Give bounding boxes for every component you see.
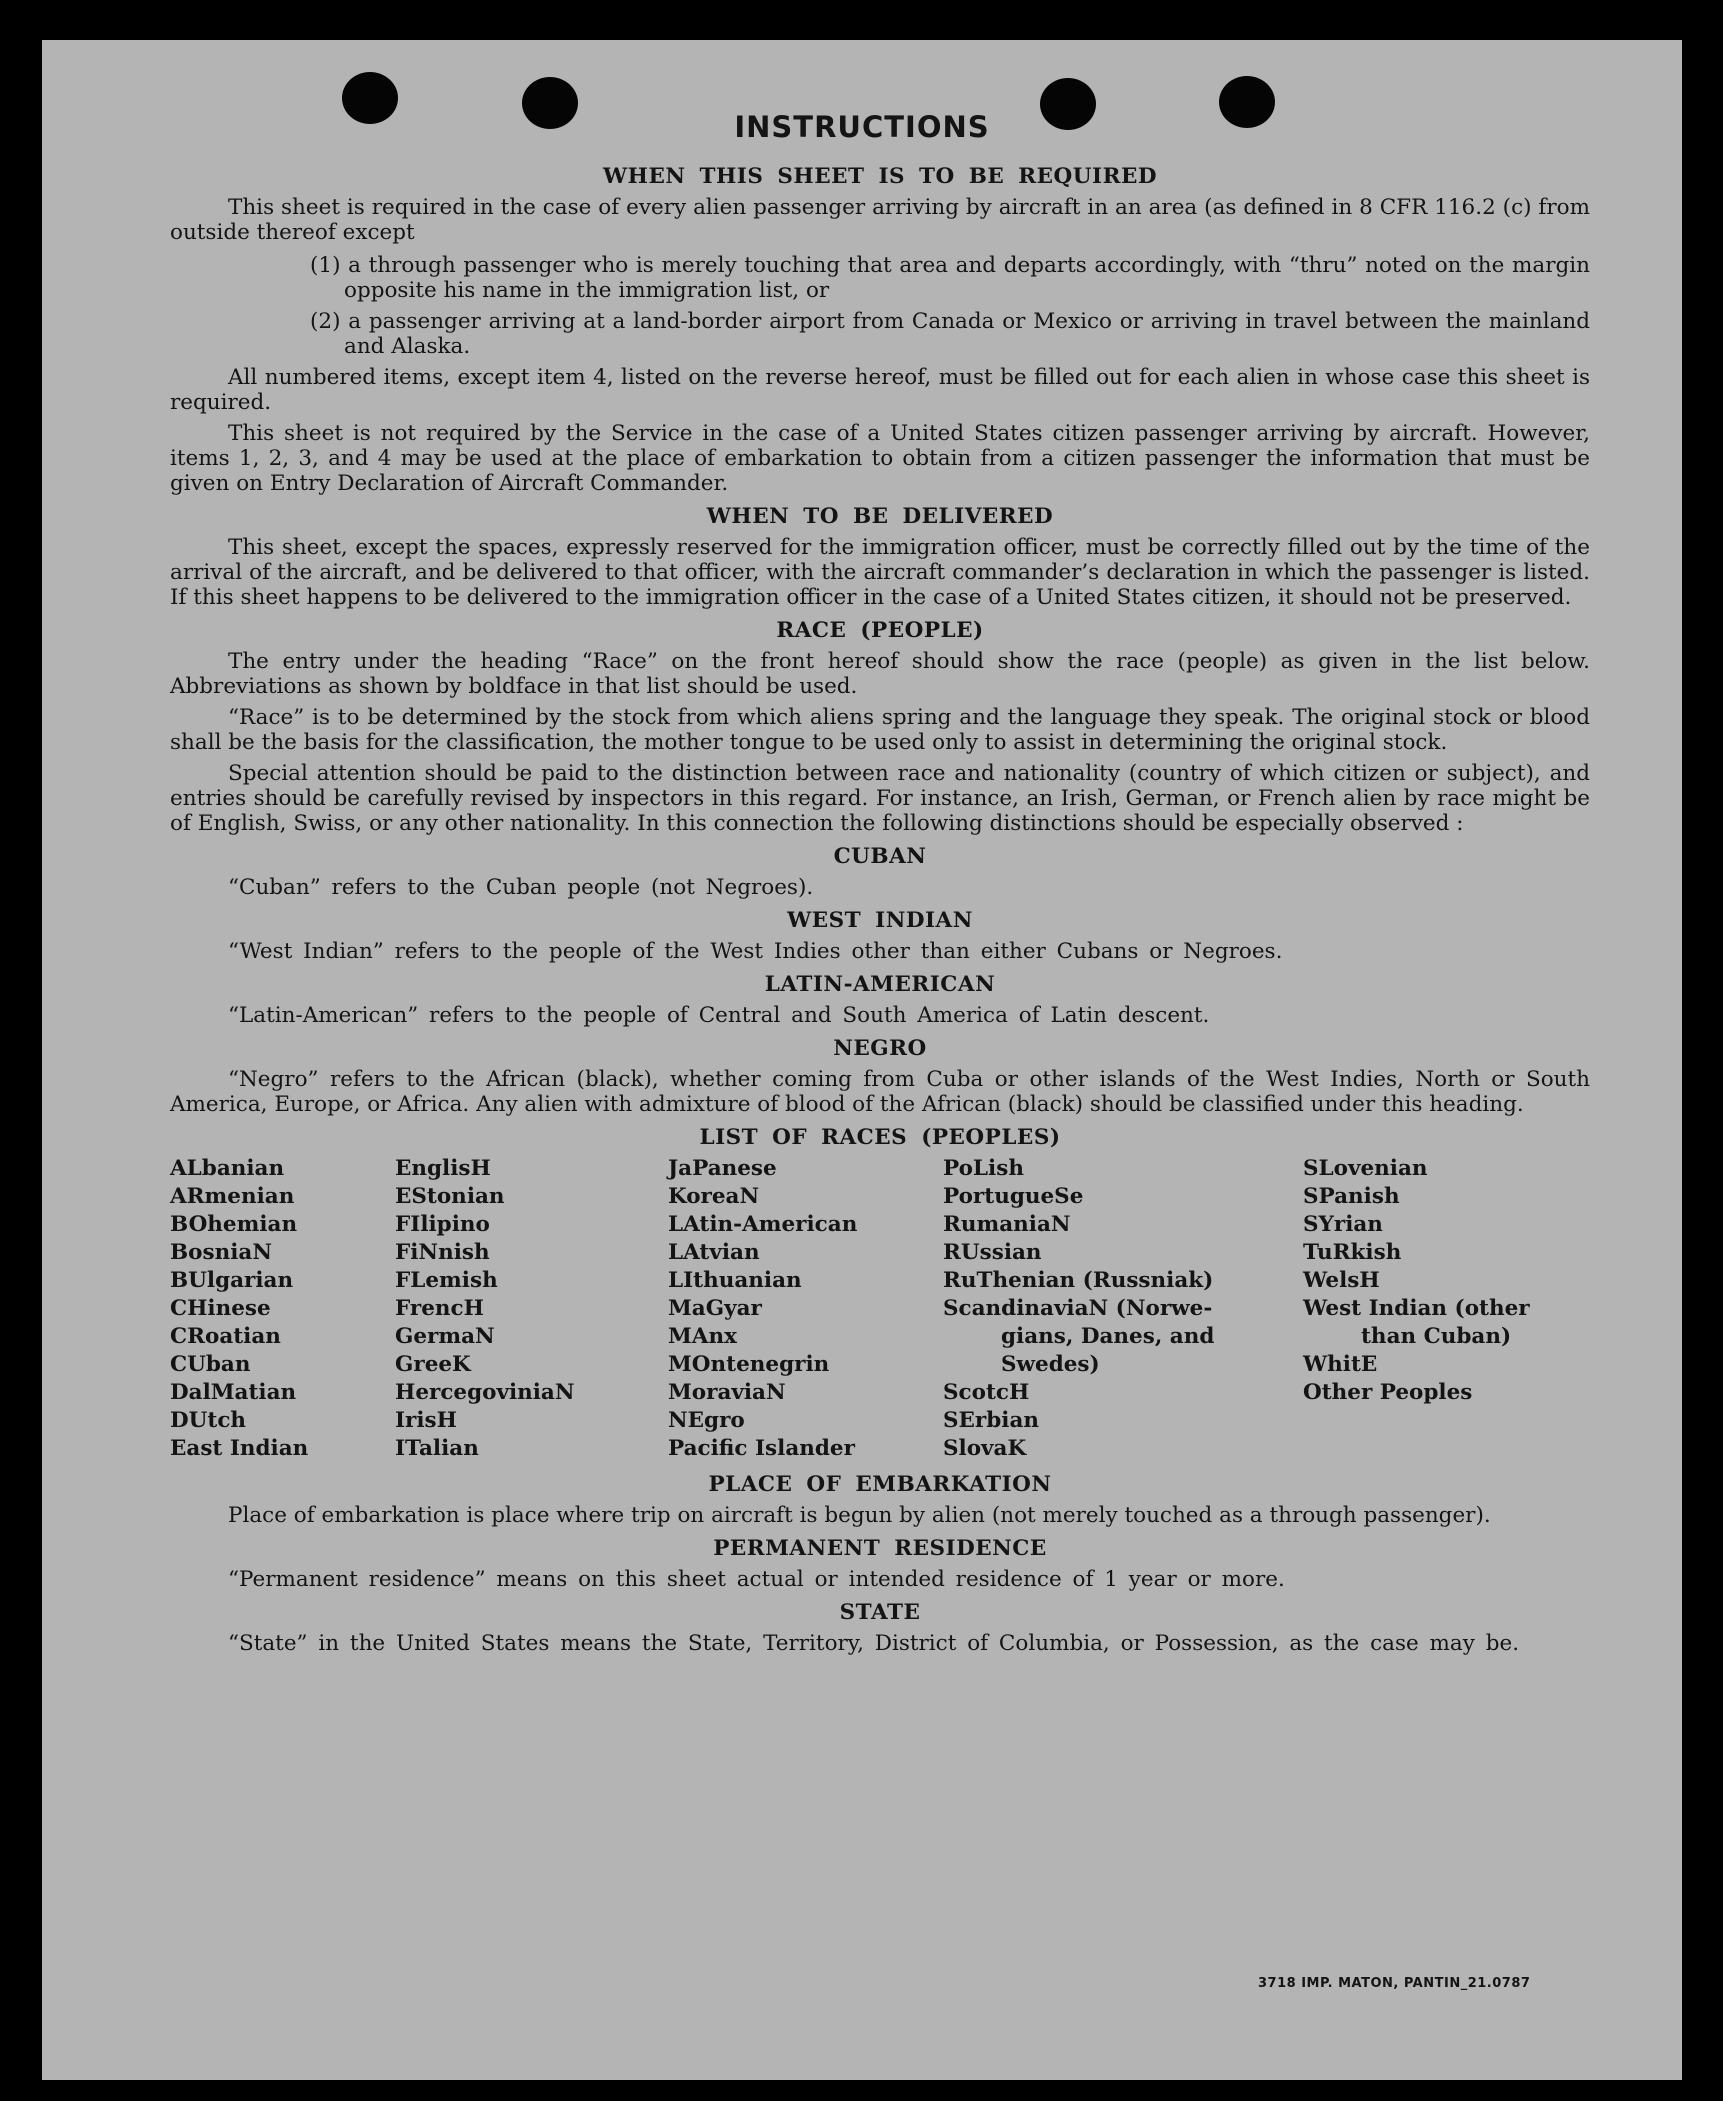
race-entry: NEgro: [668, 1408, 745, 1433]
paragraph: The entry under the heading “Race” on the front hereof should show the race (people) as given in the list below. Abbreviations as shown by boldface in that list should be used.: [170, 649, 1590, 699]
paragraph: This sheet, except the spaces, expressly reserved for the immigration officer, must be correctly filled out by the time of the arrival of the aircraft, and be delivered to that officer, with the aircraft commander’s declaration in which the passenger is listed. If this sheet happens to be delivered to the immigration officer in the case of a United States citizen, it should not be preserved.: [170, 535, 1590, 610]
paragraph: This sheet is not required by the Service in the case of a United States citizen passenger arriving by aircraft. However, items 1, 2, 3, and 4 may be used at the place of embarkation to obtain from a citizen passenger the information that must be given on Entry Declaration of Aircraft Commander.: [170, 421, 1590, 496]
race-entry: FLemish: [395, 1268, 498, 1293]
race-entry: MAnx: [668, 1324, 737, 1349]
race-entry: Swedes): [1001, 1352, 1100, 1377]
heading-race: RACE (PEOPLE): [776, 618, 984, 643]
race-entry: BosniaN: [170, 1240, 272, 1265]
race-entry: West Indian (other: [1303, 1296, 1530, 1321]
race-entry: Pacific Islander: [668, 1436, 855, 1461]
race-entry: SPanish: [1303, 1184, 1400, 1209]
race-entry: RuThenian (Russniak): [943, 1268, 1214, 1293]
paragraph: All numbered items, except item 4, listed on the reverse hereof, must be filled out for each alien in whose case this sheet is required.: [170, 365, 1590, 415]
race-entry: WelsH: [1303, 1268, 1380, 1293]
race-list: [170, 1156, 1590, 1464]
list-item: (1) a through passenger who is merely touching that area and departs accordingly, with “thru” noted on the margin opposite his name in the immigration list, or: [310, 253, 1590, 303]
race-entry: SlovaK: [943, 1436, 1027, 1461]
race-entry: CHinese: [170, 1296, 271, 1321]
race-entry: EStonian: [395, 1184, 505, 1209]
paragraph: “Negro” refers to the African (black), whether coming from Cuba or other islands of the West Indies, North or South America, Europe, or Africa. Any alien with admixture of blood of the African (black) should be classified under this heading.: [170, 1067, 1590, 1117]
race-column: [170, 1156, 395, 1464]
race-entry: gians, Danes, and: [1001, 1324, 1215, 1349]
printer-imprint: 3718 IMP. MATON, PANTIN_21.0787: [1258, 1976, 1531, 1991]
race-entry: SYrian: [1303, 1212, 1383, 1237]
race-entry: DUtch: [170, 1408, 247, 1433]
paragraph: Place of embarkation is place where trip on aircraft is begun by alien (not merely touched as a through passenger).: [228, 1503, 1491, 1528]
paragraph: “Race” is to be determined by the stock from which aliens spring and the language they speak. The original stock or blood shall be the basis for the classification, the mother tongue to be used only to assist in determining the original stock.: [170, 705, 1590, 755]
race-entry: LAtin-American: [668, 1212, 858, 1237]
race-column: [1303, 1156, 1590, 1464]
instruction-sheet: [42, 40, 1682, 2080]
race-entry: Other Peoples: [1303, 1380, 1473, 1405]
paragraph: “West Indian” refers to the people of the West Indies other than either Cubans or Negroes.: [228, 939, 1283, 964]
heading-list-of-races: LIST OF RACES (PEOPLES): [699, 1125, 1061, 1150]
race-entry: FiNnish: [395, 1240, 490, 1265]
paragraph: “Latin-American” refers to the people of Central and South America of Latin descent.: [228, 1003, 1210, 1028]
heading-negro: NEGRO: [833, 1036, 927, 1061]
heading-cuban: CUBAN: [833, 844, 927, 869]
race-entry: GreeK: [395, 1352, 471, 1377]
paragraph: “Permanent residence” means on this sheet actual or intended residence of 1 year or more.: [228, 1567, 1285, 1592]
heading-embarkation: PLACE OF EMBARKATION: [708, 1472, 1052, 1497]
race-entry: BOhemian: [170, 1212, 298, 1237]
race-column: [668, 1156, 943, 1464]
race-entry: FrencH: [395, 1296, 484, 1321]
instructions-body: [170, 156, 1590, 1662]
race-entry: MaGyar: [668, 1296, 762, 1321]
race-entry: LAtvian: [668, 1240, 760, 1265]
race-entry: CUban: [170, 1352, 251, 1377]
heading-state: STATE: [839, 1600, 921, 1625]
race-entry: MoraviaN: [668, 1380, 786, 1405]
heading-permanent-residence: PERMANENT RESIDENCE: [713, 1536, 1047, 1561]
race-entry: IrisH: [395, 1408, 457, 1433]
race-entry: EnglisH: [395, 1156, 491, 1181]
paragraph: Special attention should be paid to the distinction between race and nationality (country of which citizen or subject), and entries should be carefully revised by inspectors in this regard. For instance, an Irish, German, or French alien by race might be of English, Swiss, or any other nationality. In this connection the following distinctions should be especially observed :: [170, 761, 1590, 836]
race-entry: SErbian: [943, 1408, 1040, 1433]
race-entry: ScandinaviaN (Norwe-: [943, 1296, 1213, 1321]
race-entry: JaPanese: [668, 1156, 777, 1181]
race-entry: ScotcH: [943, 1380, 1030, 1405]
race-entry: WhitE: [1303, 1352, 1378, 1377]
race-entry: ARmenian: [170, 1184, 295, 1209]
race-entry: KoreaN: [668, 1184, 760, 1209]
heading-delivered: WHEN TO BE DELIVERED: [706, 504, 1054, 529]
heading-required: WHEN THIS SHEET IS TO BE REQUIRED: [603, 164, 1157, 189]
race-entry: TuRkish: [1303, 1240, 1402, 1265]
race-entry: FIlipino: [395, 1212, 490, 1237]
paragraph: This sheet is required in the case of every alien passenger arriving by aircraft in an area (as defined in 8 CFR 116.2 (c) from outside thereof except: [170, 195, 1590, 245]
race-entry: LIthuanian: [668, 1268, 802, 1293]
race-entry: SLovenian: [1303, 1156, 1428, 1181]
race-entry: East Indian: [170, 1436, 309, 1461]
race-entry: CRoatian: [170, 1324, 281, 1349]
race-entry: HercegoviniaN: [395, 1380, 575, 1405]
list-item: (2) a passenger arriving at a land-border airport from Canada or Mexico or arriving in travel between the mainland and Alaska.: [310, 309, 1590, 359]
race-entry: GermaN: [395, 1324, 495, 1349]
race-entry: than Cuban): [1361, 1324, 1512, 1349]
race-entry: PoLish: [943, 1156, 1024, 1181]
race-entry: MOntenegrin: [668, 1352, 830, 1377]
race-entry: BUlgarian: [170, 1268, 294, 1293]
heading-west-indian: WEST INDIAN: [787, 908, 973, 933]
race-entry: RUssian: [943, 1240, 1042, 1265]
paragraph: “Cuban” refers to the Cuban people (not Negroes).: [228, 875, 814, 900]
race-column: [395, 1156, 668, 1464]
paragraph: “State” in the United States means the State, Territory, District of Columbia, or Possession, as the case may be.: [228, 1631, 1520, 1656]
race-entry: ALbanian: [170, 1156, 285, 1181]
race-entry: PortugueSe: [943, 1184, 1084, 1209]
race-column: [943, 1156, 1303, 1464]
heading-latin-american: LATIN-AMERICAN: [764, 972, 996, 997]
race-entry: ITalian: [395, 1436, 479, 1461]
page-title: INSTRUCTIONS: [734, 110, 990, 144]
race-entry: DalMatian: [170, 1380, 297, 1405]
race-entry: RumaniaN: [943, 1212, 1071, 1237]
